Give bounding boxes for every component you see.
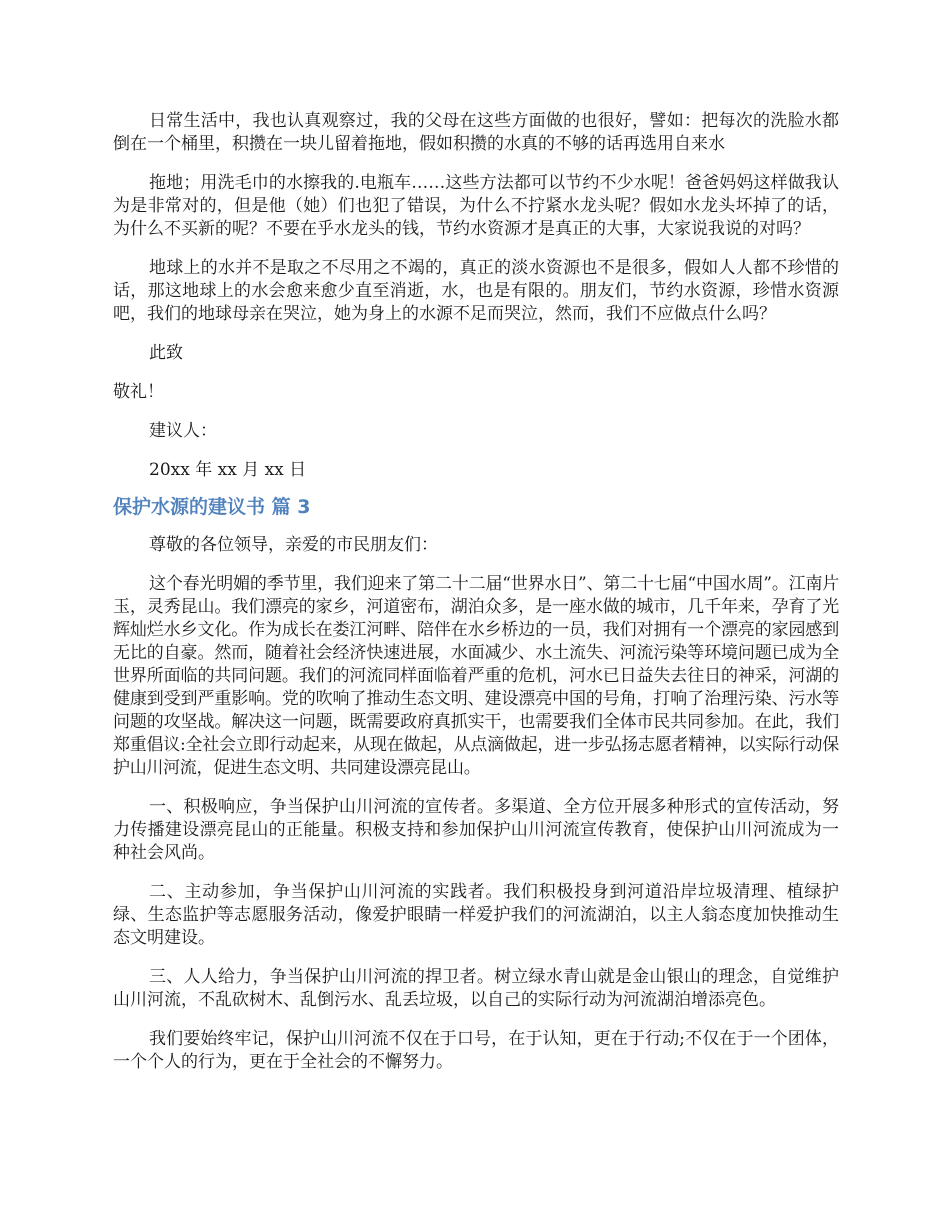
paragraph-5: 一、积极响应，争当保护山川河流的宣传者。多渠道、全方位开展多种形式的宣传活动，努力传播建设漂亮昆山的正能量。积极支持和参加保护山川河流宣传教育，使保护山川河流成为一种社会风尚。 [113, 797, 839, 863]
signer-label: 建议人： [149, 421, 217, 441]
closing-line-1: 此致 [149, 343, 183, 363]
section-heading: 保护水源的建议书 篇 3 [113, 496, 311, 518]
document-page [113, 110, 839, 1074]
paragraph-8: 我们要始终牢记，保护山川河流不仅在于口号，在于认知，更在于行动;不仅在于一个团体，一个个人的行为，更在于全社会的不懈努力。 [113, 1029, 839, 1072]
paragraph-7: 三、人人给力，争当保护山川河流的捍卫者。树立绿水青山就是金山银山的理念，自觉维护山川河流，不乱砍树木、乱倒污水、乱丢垃圾，以自己的实际行动为河流湖泊增添亮色。 [113, 967, 839, 1010]
paragraph-3: 地球上的水并不是取之不尽用之不竭的，真正的淡水资源也不是很多，假如人人都不珍惜的话，那这地球上的水会愈来愈少直至消逝，水，也是有限的。朋友们，节约水资源，珍惜水资源吧，我们的地球母亲在哭泣，她为身上的水源不足而哭泣，然而，我们不应做点什么吗？ [113, 258, 839, 324]
greeting: 尊敬的各位领导，亲爱的市民朋友们： [149, 535, 438, 555]
paragraph-4: 这个春光明媚的季节里，我们迎来了第二十二届“世界水日”、第二十七届“中国水周”。江南片玉，灵秀昆山。我们漂亮的家乡，河道密布，湖泊众多，是一座水做的城市，几千年来，孕育了光辉灿烂水乡文化。作为成长在娄江河畔、陪伴在水乡桥边的一员，我们对拥有一个漂亮的家园感到无比的自豪。然而，随着社会经济快速进展，水面减少、水土流失、河流污染等环境问题已成为全世界所面临的共同问题。我们的河流同样面临着严重的危机，河水已日益失去往日的神采，河湖的健康到受到严重影响。党的吹响了推动生态文明、建设漂亮中国的号角，打响了治理污染、污水等问题的攻坚战。解决这一问题，既需要政府真抓实干，也需要我们全体市民共同参加。在此，我们郑重倡议:全社会立即行动起来，从现在做起，从点滴做起，进一步弘扬志愿者精神，以实际行动保护山川河流，促进生态文明、共同建设漂亮昆山。 [113, 574, 839, 778]
closing-line-2: 敬礼！ [113, 382, 164, 402]
paragraph-2: 拖地；用洗毛巾的水擦我的.电瓶车……这些方法都可以节约不少水呢！爸爸妈妈这样做我认为是非常对的，但是他（她）们也犯了错误，为什么不拧紧水龙头呢？假如水龙头坏掉了的话，为什么不买新的呢？不要在乎水龙头的钱，节约水资源才是真正的大事，大家说我说的对吗？ [113, 173, 839, 239]
paragraph-6: 二、主动参加，争当保护山川河流的实践者。我们积极投身到河道沿岸垃圾清理、植绿护绿、生态监护等志愿服务活动，像爱护眼睛一样爱护我们的河流湖泊，以主人翁态度加快推动生态文明建设。 [113, 882, 839, 948]
paragraph-1: 日常生活中，我也认真观察过，我的父母在这些方面做的也很好，譬如：把每次的洗脸水都倒在一个桶里，积攒在一块儿留着拖地，假如积攒的水真的不够的话再选用自来水 [113, 111, 839, 154]
date-line: 20xx 年 xx 月 xx 日 [149, 460, 307, 480]
